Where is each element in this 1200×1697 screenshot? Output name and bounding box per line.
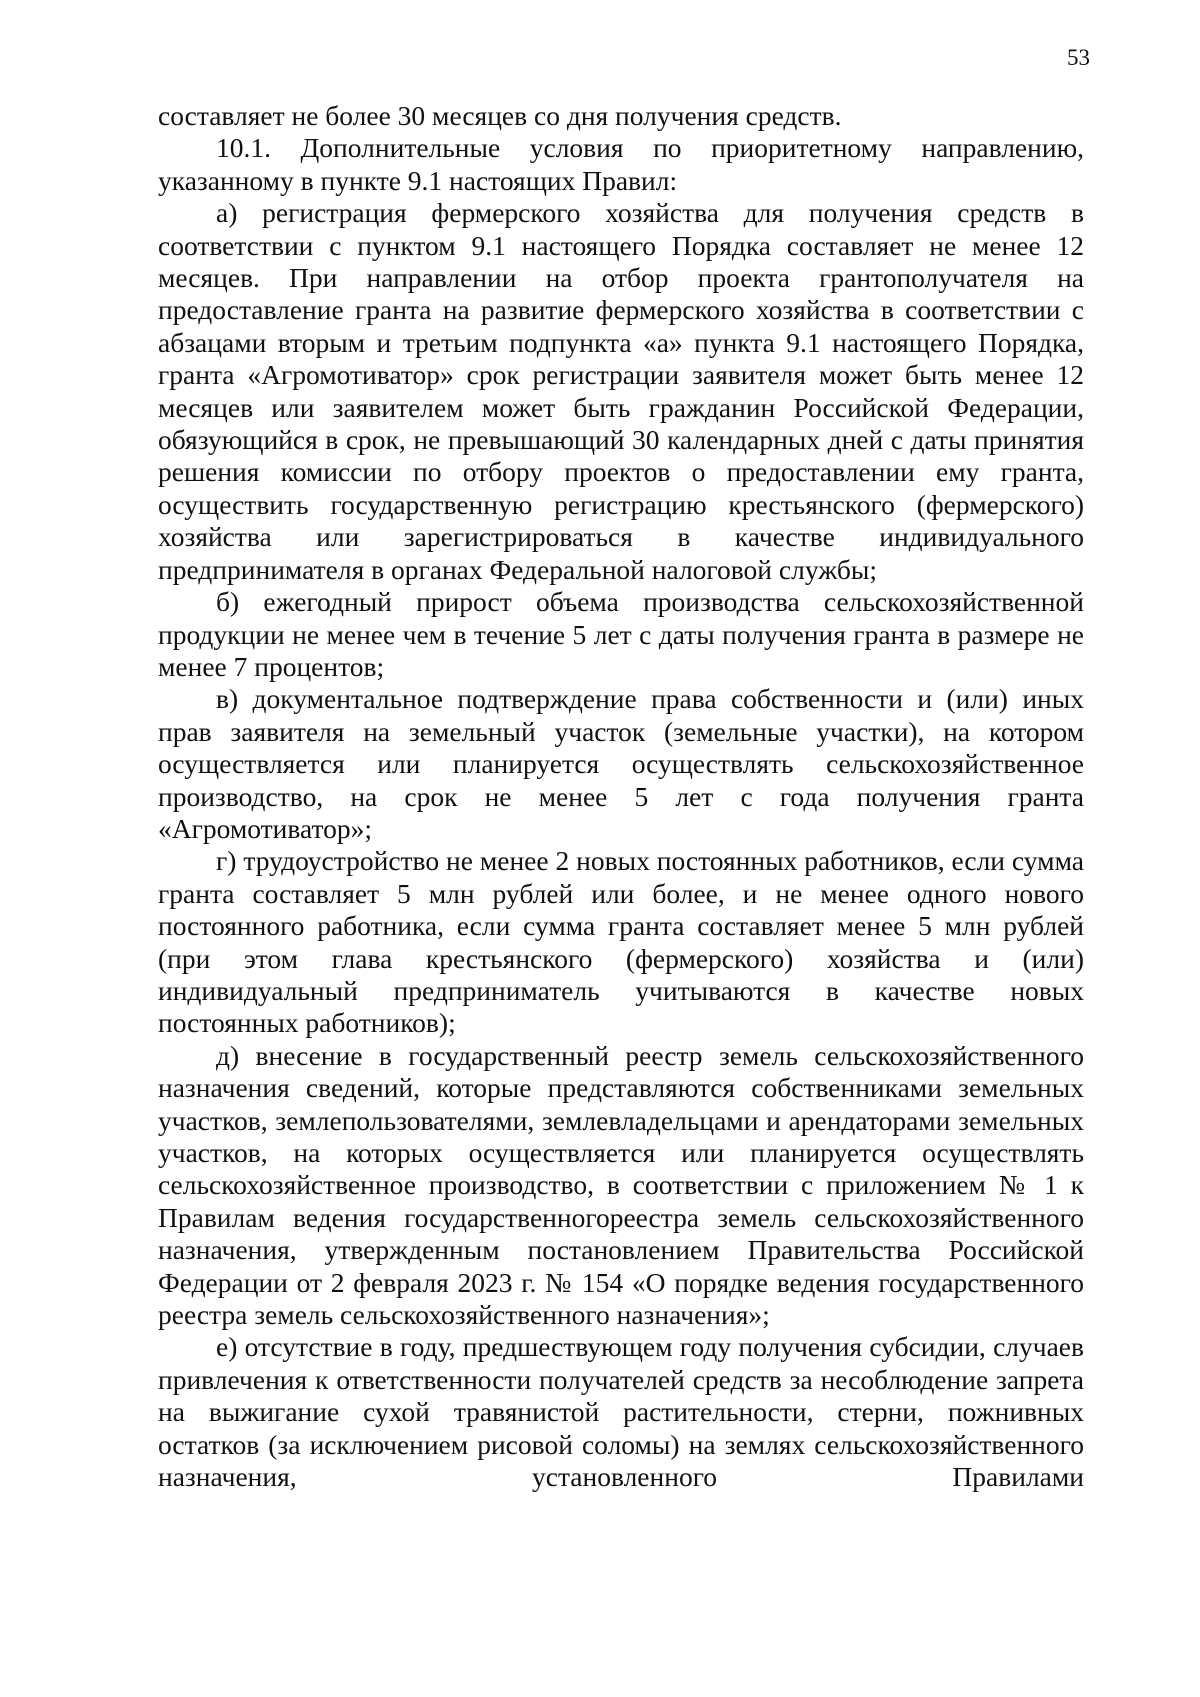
document-body bbox=[158, 100, 1084, 1493]
paragraph-10-1: 10.1. Дополнительные условия по приоритетному направлению, указанному в пункте 9.1 настоящих Правил: bbox=[158, 132, 1084, 196]
paragraph-item-v: в) документальное подтверждение права собственности и (или) иных прав заявителя на земельный участок (земельные участки), на котором осуществляется или планируется осуществлять сельскохозяйственное производство, на срок не менее 5 лет с года получения гранта «Агромотиватор»; bbox=[158, 683, 1084, 844]
paragraph-item-d: д) внесение в государственный реестр земель сельскохозяйственного назначения сведений, которые представляются собственниками земельных участков, землепользователями, землевладельцами и арендаторами земельных участков, на которых осуществляется или планируется осуществлять сельскохозяйственное производство, в соответствии с приложением № 1 к Правилам ведения государственногореестра земель сельскохозяйственного назначения, утвержденным постановлением Правительства Российской Федерации от 2 февраля 2023 г. № 154 «О порядке ведения государственного реестра земель сельскохозяйственного назначения»; bbox=[158, 1039, 1084, 1331]
paragraph-item-a: а) регистрация фермерского хозяйства для получения средств в соответствии с пунктом 9.1 настоящего Порядка составляет не менее 12 месяцев. При направлении на отбор проекта грантополучателя на предоставление гранта на развитие фермерского хозяйства в соответствии с абзацами вторым и третьим подпункта «а» пункта 9.1 настоящего Порядка, гранта «Агромотиватор» срок регистрации заявителя может быть менее 12 месяцев или заявителем может быть гражданин Российской Федерации, обязующийся в срок, не превышающий 30 календарных дней с даты принятия решения комиссии по отбору проектов о предоставлении ему гранта, осуществить государственную регистрацию крестьянского (фермерского) хозяйства или зарегистрироваться в качестве индивидуального предпринимателя в органах Федеральной налоговой службы; bbox=[158, 197, 1084, 585]
paragraph-item-b: б) ежегодный прирост объема производства сельскохозяйственной продукции не менее чем в течение 5 лет с даты получения гранта в размере не менее 7 процентов; bbox=[158, 586, 1084, 682]
paragraph-continuation: составляет не более 30 месяцев со дня получения средств. bbox=[158, 100, 842, 131]
page-number: 53 bbox=[1067, 45, 1090, 70]
paragraph-item-e: е) отсутствие в году, предшествующем году получения субсидии, случаев привлечения к ответственности получателей средств за несоблюдение запрета на выжигание сухой травянистой растительности, стерни, пожнивных остатков (за исключением рисовой соломы) на землях сельскохозяйственного назначения, установленного Правилами bbox=[158, 1331, 1084, 1493]
paragraph-item-g: г) трудоустройство не менее 2 новых постоянных работников, если сумма гранта составляет 5 млн рублей или более, и не менее одного нового постоянного работника, если сумма гранта составляет менее 5 млн рублей (при этом глава крестьянского (фермерского) хозяйства и (или) индивидуальный предприниматель учитываются в качестве новых постоянных работников); bbox=[158, 845, 1084, 1039]
